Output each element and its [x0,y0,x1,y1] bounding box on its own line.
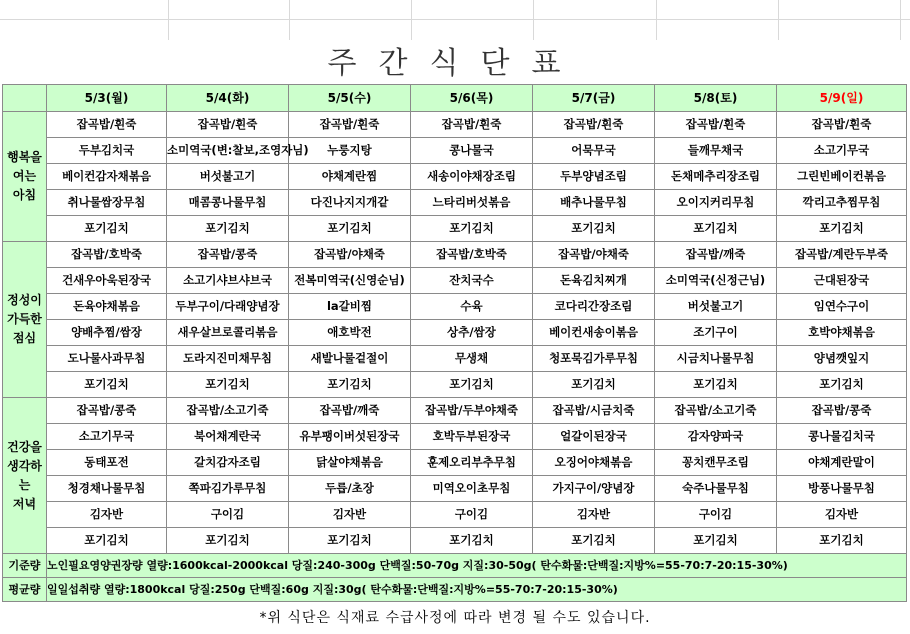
menu-cell: 청경채나물무침 [47,476,167,502]
menu-cell: 북어채계란국 [167,424,289,450]
menu-cell: 임연수구이 [777,294,907,320]
menu-cell: 김자반 [289,502,411,528]
menu-cell: 콩나물국 [411,138,533,164]
menu-cell: 매콤콩나물무침 [167,190,289,216]
weekly-menu-table [2,84,907,602]
menu-cell: 김자반 [47,502,167,528]
menu-cell: 잡곡밥/계란두부죽 [777,242,907,268]
menu-cell: 미역오이초무침 [411,476,533,502]
menu-cell: 구이김 [655,502,777,528]
menu-cell: 잡곡밥/야채죽 [289,242,411,268]
menu-cell: 애호박전 [289,320,411,346]
menu-cell: 포기김치 [777,528,907,554]
menu-cell: 유부팽이버섯된장국 [289,424,411,450]
day-header-row [3,85,907,112]
menu-cell: 베이컨새송이볶음 [533,320,655,346]
menu-cell: 잡곡밥/콩죽 [777,398,907,424]
meal-label-line: 저녁 [12,496,37,511]
menu-cell: 포기김치 [777,216,907,242]
menu-cell: 야채계란말이 [777,450,907,476]
menu-cell: 꽁치캔무조림 [655,450,777,476]
menu-cell: 깍리고추찜무침 [777,190,907,216]
menu-row [3,528,907,554]
day-header: 5/9(일) [777,85,907,112]
menu-cell: 포기김치 [655,216,777,242]
menu-cell: 새발나물겉절이 [289,346,411,372]
menu-row [3,164,907,190]
menu-cell: 새송이야채장조림 [411,164,533,190]
menu-cell: 포기김치 [289,216,411,242]
menu-row [3,372,907,398]
menu-row [3,320,907,346]
menu-cell: 콩나물김치국 [777,424,907,450]
menu-cell: 누룽지탕 [289,138,411,164]
menu-cell: 잡곡밥/흰죽 [289,112,411,138]
meal-label-line: 건강을 [7,439,42,454]
menu-cell: 포기김치 [47,216,167,242]
menu-cell: 잡곡밥/깨죽 [289,398,411,424]
menu-cell: 포기김치 [411,216,533,242]
menu-row [3,112,907,138]
nutrition-standard-text: 일일섭취량 열량:1800kcal 당질:250g 단백질:60g 지질:30g( 탄수화물:단백질:지방%=55-70:7-20:15-30%) [47,578,907,602]
menu-cell: 양배추찜/쌈장 [47,320,167,346]
nutrition-standard-row [3,554,907,578]
menu-cell: 다진나지지개같 [289,190,411,216]
menu-cell: 잡곡밥/흰죽 [411,112,533,138]
meal-label-line: 가득한 [7,312,42,326]
menu-cell: 포기김치 [411,528,533,554]
menu-cell: 소고기샤브샤브국 [167,268,289,294]
menu-row [3,242,907,268]
menu-cell: 구이김 [167,502,289,528]
meal-label [3,112,47,242]
menu-cell: 포기김치 [47,528,167,554]
day-header: 5/6(목) [411,85,533,112]
menu-cell: 두부김치국 [47,138,167,164]
nutrition-standard-label: 기준량 [3,554,47,578]
menu-cell: 포기김치 [411,372,533,398]
menu-cell: 잡곡밥/시금치죽 [533,398,655,424]
menu-row [3,398,907,424]
menu-cell: 돈육야채볶음 [47,294,167,320]
menu-cell: 잡곡밥/소고기죽 [655,398,777,424]
menu-cell: 구이김 [411,502,533,528]
menu-cell: 배추나물무침 [533,190,655,216]
menu-cell: 수육 [411,294,533,320]
menu-cell: 잡곡밥/야채죽 [533,242,655,268]
menu-cell: 소고기무국 [47,424,167,450]
day-header: 5/8(토) [655,85,777,112]
menu-cell: 쪽파김가루무침 [167,476,289,502]
menu-cell: 시금치나물무침 [655,346,777,372]
menu-cell: 양념깻잎지 [777,346,907,372]
menu-cell: 취나물쌈장무침 [47,190,167,216]
menu-cell: 포기김치 [655,528,777,554]
menu-cell: 어묵무국 [533,138,655,164]
menu-cell: 두릅/초장 [289,476,411,502]
menu-cell: 동태포전 [47,450,167,476]
menu-cell: 포기김치 [289,528,411,554]
menu-row [3,190,907,216]
header-corner [3,85,47,112]
day-header: 5/4(화) [167,85,289,112]
menu-cell: 버섯불고기 [167,164,289,190]
menu-cell: 잡곡밥/흰죽 [655,112,777,138]
menu-cell: 그린빈베이컨볶음 [777,164,907,190]
menu-row [3,294,907,320]
menu-cell: 포기김치 [167,216,289,242]
menu-cell: 닭살야채볶음 [289,450,411,476]
menu-cell: 도라지진미채무침 [167,346,289,372]
day-header: 5/7(금) [533,85,655,112]
menu-row [3,476,907,502]
menu-cell: 포기김치 [167,528,289,554]
menu-cell: 오징어야채볶음 [533,450,655,476]
menu-cell: 잡곡밥/깨죽 [655,242,777,268]
menu-cell: 김자반 [777,502,907,528]
menu-cell: 잡곡밥/소고기죽 [167,398,289,424]
nutrition-standard-text: 노인필요영양권장량 열량:1600kcal-2000kcal 당질:240-300g 단백질:50-70g 지질:30-50g( 탄수화물:단백질:지방%=55-70:7-20:15-30%) [47,554,907,578]
menu-cell: 호박두부된장국 [411,424,533,450]
menu-cell: 김자반 [533,502,655,528]
menu-cell: 잡곡밥/호박죽 [411,242,533,268]
meal-label-line: 아침 [12,188,37,202]
menu-cell: 훈제오리부추무침 [411,450,533,476]
nutrition-standard-label: 평균량 [3,578,47,602]
menu-cell: 잡곡밥/흰죽 [167,112,289,138]
day-header: 5/5(수) [289,85,411,112]
menu-cell: 무생채 [411,346,533,372]
menu-cell: 잔치국수 [411,268,533,294]
menu-cell: 호박야채볶음 [777,320,907,346]
menu-cell: 포기김치 [655,372,777,398]
menu-cell: 두부구이/다래양념장 [167,294,289,320]
menu-cell: 잡곡밥/호박죽 [47,242,167,268]
menu-cell: 새우살브로콜리볶음 [167,320,289,346]
menu-row [3,424,907,450]
menu-row [3,450,907,476]
menu-cell: 포기김치 [47,372,167,398]
menu-cell: 숙주나물무침 [655,476,777,502]
menu-cell: 돈육김치찌개 [533,268,655,294]
meal-label-line: 행복을 [7,150,42,164]
meal-label-line: 점심 [12,331,37,345]
menu-row [3,138,907,164]
menu-cell: la갈비찜 [289,294,411,320]
menu-cell: 상추/쌈장 [411,320,533,346]
menu-cell: 잡곡밥/흰죽 [47,112,167,138]
menu-cell: 감자양파국 [655,424,777,450]
meal-label-line: 생각하는 [7,458,42,492]
meal-label [3,398,47,554]
spreadsheet-gridlines [0,0,910,40]
menu-row [3,346,907,372]
menu-cell: 조기구이 [655,320,777,346]
menu-cell: 근대된장국 [777,268,907,294]
menu-cell: 갈치감자조림 [167,450,289,476]
menu-cell: 포기김치 [167,372,289,398]
menu-cell: 코다리간장조림 [533,294,655,320]
menu-row [3,268,907,294]
menu-cell: 버섯불고기 [655,294,777,320]
menu-cell: 포기김치 [533,528,655,554]
menu-cell: 가지구이/양념장 [533,476,655,502]
nutrition-standard-row [3,578,907,602]
menu-cell: 두부양념조림 [533,164,655,190]
menu-cell: 소미역국(신정근님) [655,268,777,294]
day-header: 5/3(월) [47,85,167,112]
menu-cell: 베이컨감자채볶음 [47,164,167,190]
menu-cell: 건새우아욱된장국 [47,268,167,294]
menu-cell: 느타리버섯볶음 [411,190,533,216]
menu-cell: 전복미역국(신영순님) [289,268,411,294]
menu-cell: 잡곡밥/두부야채죽 [411,398,533,424]
meal-label [3,242,47,398]
menu-cell: 야채계란찜 [289,164,411,190]
menu-row [3,502,907,528]
footnote: *위 식단은 식재료 수급사정에 따라 변경 될 수도 있습니다. [259,610,651,626]
menu-cell: 포기김치 [533,216,655,242]
menu-cell: 도나물사과무침 [47,346,167,372]
menu-cell: 방풍나물무침 [777,476,907,502]
menu-cell: 들깨무채국 [655,138,777,164]
menu-cell: 포기김치 [289,372,411,398]
meal-label-line: 여는 [12,169,37,183]
menu-cell: 돈채메추리장조림 [655,164,777,190]
meal-label-line: 정성이 [7,293,42,307]
menu-cell: 청포묵김가루무침 [533,346,655,372]
menu-cell: 포기김치 [533,372,655,398]
menu-cell: 잡곡밥/콩죽 [167,242,289,268]
page-title: 주간식단표 [327,46,583,81]
menu-cell: 잡곡밥/콩죽 [47,398,167,424]
menu-cell: 잡곡밥/흰죽 [533,112,655,138]
menu-cell: 잡곡밥/흰죽 [777,112,907,138]
menu-cell: 오이지커리무침 [655,190,777,216]
menu-cell: 얼갈이된장국 [533,424,655,450]
menu-row [3,216,907,242]
menu-cell: 포기김치 [777,372,907,398]
menu-cell: 소미역국(변:찰보,조영자님) [167,138,289,164]
menu-cell: 소고기무국 [777,138,907,164]
